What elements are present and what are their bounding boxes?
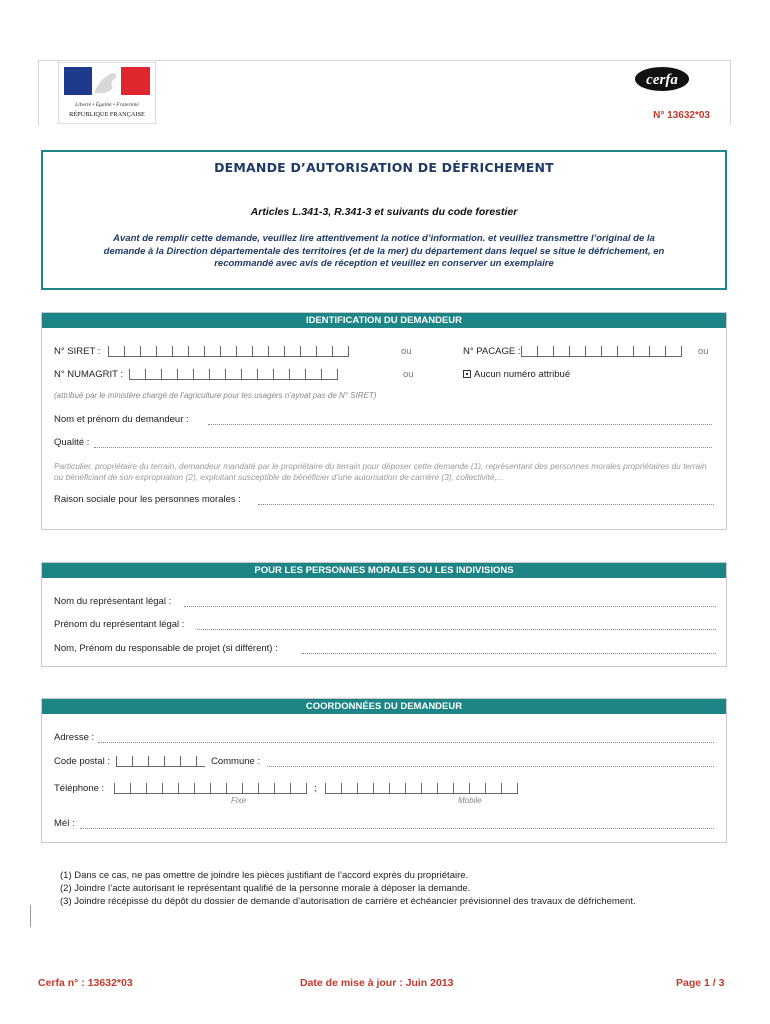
contact-section	[41, 698, 727, 843]
fixed-caption: Fixe	[231, 796, 247, 805]
intro-line: Avant de remplir cette demande, veuillez lire attentivement la notice d’information. et veuillez transmettre l’original de la	[113, 233, 655, 244]
republique-francaise-logo	[58, 62, 156, 124]
legal-articles: Articles L.341-3, R.341-3 et suivants du code forestier	[250, 206, 518, 218]
moral-persons-heading: POUR LES PERSONNES MORALES OU LES INDIVISIONS	[42, 563, 726, 578]
numagrit-label: N° NUMAGRIT :	[54, 369, 124, 380]
rep-name-label: Nom du représentant légal :	[54, 596, 172, 607]
project-lead-field[interactable]	[302, 653, 716, 654]
phone-separator: ;	[314, 783, 317, 794]
email-label: Mél :	[54, 818, 75, 829]
address-label: Adresse :	[54, 732, 95, 743]
footer-update-date: Date de mise à jour : Juin 2013	[300, 977, 454, 989]
project-lead-label: Nom, Prénom du responsable de projet (si différent) :	[54, 643, 278, 654]
intro-text	[55, 233, 713, 271]
company-name-label: Raison sociale pour les personnes morales :	[54, 494, 241, 505]
identification-heading: IDENTIFICATION DU DEMANDEUR	[42, 313, 726, 328]
footnotes	[60, 869, 740, 908]
intro-line: demande à la Direction départementale des territoires (et de la mer) du département dans lequel se situe le défrichement, en	[103, 245, 665, 257]
phone-fixed-input[interactable]	[114, 783, 307, 794]
phone-mobile-input[interactable]	[325, 783, 518, 794]
pacage-label: N° PACAGE :	[463, 346, 521, 357]
address-field[interactable]	[98, 742, 714, 743]
company-name-field[interactable]	[258, 504, 714, 505]
commune-label: Commune :	[211, 756, 261, 767]
logo-republic: RÉPUBLIQUE FRANÇAISE	[69, 111, 145, 118]
footnote: (1) Dans ce cas, ne pas omettre de joindre les pièces justifiant de l’accord exprès du propriétaire.	[60, 870, 469, 881]
form-title: DEMANDE D’AUTORISATION DE DÉFRICHEMENT	[214, 160, 554, 175]
header-frame-right	[730, 60, 731, 126]
logo-motto: Liberté • Égalité • Fraternité	[75, 102, 139, 108]
mobile-caption: Mobile	[458, 796, 482, 805]
numagrit-input[interactable]	[129, 369, 338, 380]
phone-label: Téléphone :	[54, 783, 105, 794]
pacage-input[interactable]	[521, 346, 682, 357]
no-number-option[interactable]	[463, 369, 570, 380]
no-number-label: Aucun numéro attribué	[474, 369, 571, 380]
or-label: ou	[698, 346, 709, 357]
commune-field[interactable]	[267, 766, 714, 767]
cerfa-logo	[634, 66, 690, 92]
postal-code-input[interactable]	[116, 756, 205, 767]
rep-name-field[interactable]	[184, 606, 716, 607]
siret-input[interactable]	[108, 346, 349, 357]
email-field[interactable]	[80, 828, 714, 829]
numagrit-note: (attribué par le ministère chargé de l’agriculture pour les usagers n’aynat pas de N° SIRET)	[54, 391, 377, 400]
siret-label: N° SIRET :	[54, 346, 101, 357]
header-frame-left	[38, 60, 39, 126]
intro-line: recommandé avec avis de réception et veuillez en conserver un exemplaire	[214, 258, 554, 269]
quality-hint: Particulier, propriétaire du terrain, demandeur mandaté par le propriétaire du terrain pour déposer cette demande (1), représentant des personnes morales propriétaires du terrain ou bénéficiant de son expropriation (2), exploitant susceptible de bénéficier d’une autorisation de carrière (3), collectivité,...	[54, 461, 707, 482]
or-label: ou	[403, 369, 414, 380]
contact-heading: COORDONNÉES DU DEMANDEUR	[42, 699, 726, 714]
applicant-name-label: Nom et prénom du demandeur :	[54, 414, 189, 425]
rep-firstname-field[interactable]	[197, 629, 716, 630]
margin-mark	[30, 905, 31, 927]
footer-form-ref: Cerfa n° : 13632*03	[38, 977, 133, 989]
quality-field[interactable]	[94, 447, 712, 448]
quality-label: Qualité :	[54, 437, 90, 448]
no-number-checkbox[interactable]	[463, 370, 471, 378]
applicant-name-field[interactable]	[208, 424, 712, 425]
form-number: N° 13632*03	[653, 110, 710, 121]
or-label: ou	[401, 346, 412, 357]
footer-page-number: Page 1 / 3	[676, 977, 725, 989]
rep-firstname-label: Prénom du représentant légal :	[54, 619, 185, 630]
footnote: (3) Joindre récépissé du dépôt du dossier de demande d’autorisation de carrière et échéancier prévisionnel des travaux de défrichement.	[60, 896, 636, 907]
cerfa-logo-text: cerfa	[646, 72, 678, 88]
postal-code-label: Code postal :	[54, 756, 110, 767]
footnote: (2) Joindre l’acte autorisant le représentant qualifié de la personne morale à déposer la demande.	[60, 883, 471, 894]
